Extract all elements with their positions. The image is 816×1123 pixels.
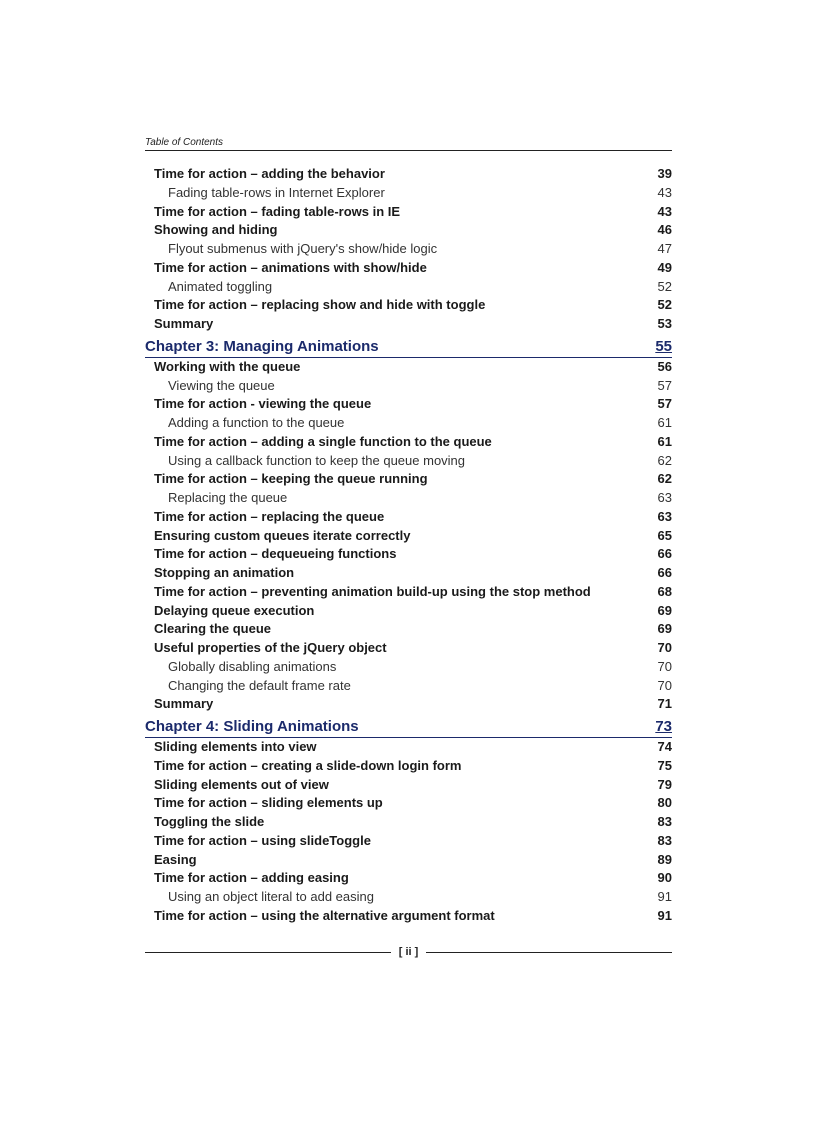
toc-entry[interactable] [145,165,672,184]
toc-entry-title: Animated toggling [168,278,273,294]
toc-entry-title: Fading table-rows in Internet Explorer [168,184,385,200]
toc-entry-title: Useful properties of the jQuery object [154,640,387,655]
toc-entry-page: 46 [657,222,672,238]
toc-entry-title: Ensuring custom queues iterate correctly [154,527,411,543]
toc-entry-title: Time for action – animations with show/hide [154,259,427,275]
toc-entry-page: 62 [657,452,672,468]
toc-entry[interactable] [145,315,672,334]
toc-entry-page: 65 [657,527,672,543]
toc-entry[interactable] [145,738,672,757]
toc-entry-title: Time for action – fading table-rows in IE [154,203,401,219]
toc-entry-title: Time for action – adding a single function to the queue [154,433,492,449]
toc-subentry[interactable] [145,677,672,696]
toc-entry-page: 70 [657,640,672,655]
toc-entry-title: Time for action – using slideToggle [154,832,371,848]
toc-entry[interactable] [145,695,672,714]
toc-subentry[interactable] [145,452,672,471]
toc-entry[interactable] [145,221,672,240]
toc-entry-page: 70 [657,658,672,674]
toc-subentry[interactable] [145,888,672,907]
toc-entry[interactable] [145,259,672,278]
toc-entry[interactable] [145,869,672,888]
toc-entry-page: 68 [657,583,672,599]
toc-entry-page: 66 [657,546,672,562]
toc-entry-title: Showing and hiding [154,222,278,238]
toc-entry-title: Using an object literal to add easing [168,889,374,904]
toc-entry-title: Viewing the queue [168,377,275,393]
toc-entry-page: 66 [657,565,672,580]
toc-entry-page: 91 [657,889,672,904]
toc-entry-page: 56 [657,358,672,374]
toc-subentry[interactable] [145,377,672,396]
toc-entry-title: Sliding elements into view [154,739,317,754]
toc-entry-page: 57 [657,396,672,412]
toc-entry-page: 74 [657,739,672,754]
toc-subentry[interactable] [145,489,672,508]
toc-entry[interactable] [145,508,672,527]
toc-entry-page: 90 [657,870,672,886]
toc-entry-title: Time for action – adding the behavior [154,166,385,181]
toc-entry[interactable] [145,794,672,813]
running-header: Table of Contents [145,137,672,151]
toc-entry-title: Time for action – replacing the queue [154,508,385,524]
toc-entry[interactable] [145,395,672,414]
toc-entry[interactable] [145,757,672,776]
toc-entry-title: Summary [154,696,214,712]
toc-entry-title: Globally disabling animations [168,658,337,674]
toc-entry-title: Time for action – adding easing [154,870,349,886]
toc-entry[interactable] [145,776,672,795]
toc-entry-page: 83 [657,814,672,829]
toc-entry-page: 79 [657,776,672,792]
toc-entry[interactable] [145,583,672,602]
toc-subentry[interactable] [145,658,672,677]
toc-entry[interactable] [145,564,672,583]
toc-entry[interactable] [145,527,672,546]
toc-entry-page: 89 [657,851,672,867]
toc-entry-page: 75 [657,757,672,773]
toc-entry-title: Time for action – sliding elements up [154,795,383,811]
toc-entry[interactable] [145,851,672,870]
toc-entry-title: Sliding elements out of view [154,776,329,792]
toc-entry-page: 61 [657,433,672,449]
footer-rule-right [426,952,672,953]
toc-entry-title: Chapter 3: Managing Animations [145,337,379,355]
toc-entry[interactable] [145,620,672,639]
toc-entry-title: Chapter 4: Sliding Animations [145,718,359,735]
toc-entry-title: Changing the default frame rate [168,677,351,693]
toc-entry-page: 49 [657,259,672,275]
toc-entry-title: Time for action - viewing the queue [154,396,372,412]
toc-entry-page: 52 [657,278,672,294]
toc-entry-title: Time for action – replacing show and hide with toggle [154,297,486,313]
toc-entry[interactable] [145,296,672,315]
toc-entry-title: Summary [154,316,214,331]
toc-subentry[interactable] [145,240,672,259]
toc-entry-title: Easing [154,851,197,867]
toc-entry-page: 63 [657,490,672,505]
toc-entry-page: 91 [657,907,672,923]
toc-entry-page: 69 [657,621,672,637]
toc-entry-title: Time for action – creating a slide-down login form [154,757,462,773]
table-of-contents [145,165,672,926]
toc-entry-page: 43 [657,203,672,219]
toc-entry-title: Time for action – keeping the queue running [154,471,428,487]
toc-entry[interactable] [145,907,672,926]
toc-entry-title: Adding a function to the queue [168,415,345,430]
toc-entry-page: 80 [657,795,672,811]
toc-entry-page: 39 [657,166,672,181]
toc-entry-title: Time for action – preventing animation build-up using the stop method [154,583,591,599]
toc-entry[interactable] [145,813,672,832]
toc-subentry[interactable] [145,278,672,297]
toc-entry[interactable] [145,358,672,377]
toc-entry-page: 71 [657,696,672,712]
toc-entry-page: 57 [657,377,672,393]
toc-entry-title: Working with the queue [154,358,301,374]
toc-entry-title: Time for action – using the alternative argument format [154,907,495,923]
toc-entry-page: 69 [657,602,672,618]
page-footer [145,944,672,960]
toc-entry-title: Delaying queue execution [154,602,315,618]
toc-entry-page: 43 [657,184,672,200]
toc-entry-page: 83 [657,832,672,848]
toc-entry-page: 47 [657,241,672,256]
toc-entry-page: 52 [657,297,672,313]
footer-rule-left [145,952,391,953]
toc-entry[interactable] [145,203,672,222]
toc-entry-title: Using a callback function to keep the queue moving [168,452,466,468]
toc-chapter-heading[interactable] [145,717,672,738]
page-number: [ ii ] [398,946,419,958]
toc-entry-page: 61 [657,415,672,430]
toc-subentry[interactable] [145,414,672,433]
toc-entry-title: Clearing the queue [154,621,272,637]
toc-entry[interactable] [145,470,672,489]
toc-entry-page: 70 [657,677,672,693]
toc-entry-page: 62 [657,471,672,487]
toc-entry[interactable] [145,639,672,658]
toc-entry-page: 53 [657,316,672,331]
toc-entry[interactable] [145,832,672,851]
toc-chapter-heading[interactable] [145,337,672,358]
toc-entry[interactable] [145,602,672,621]
toc-entry-title: Replacing the queue [168,490,288,505]
toc-entry[interactable] [145,545,672,564]
toc-entry-title: Stopping an animation [154,565,295,580]
toc-subentry[interactable] [145,184,672,203]
toc-entry-page: 63 [657,508,672,524]
toc-entry-title: Toggling the slide [154,814,265,829]
toc-entry-page: 55 [655,337,672,355]
toc-entry[interactable] [145,433,672,452]
toc-entry-title: Time for action – dequeueing functions [154,546,397,562]
toc-entry-page: 73 [655,718,672,735]
toc-entry-title: Flyout submenus with jQuery's show/hide logic [168,241,438,256]
